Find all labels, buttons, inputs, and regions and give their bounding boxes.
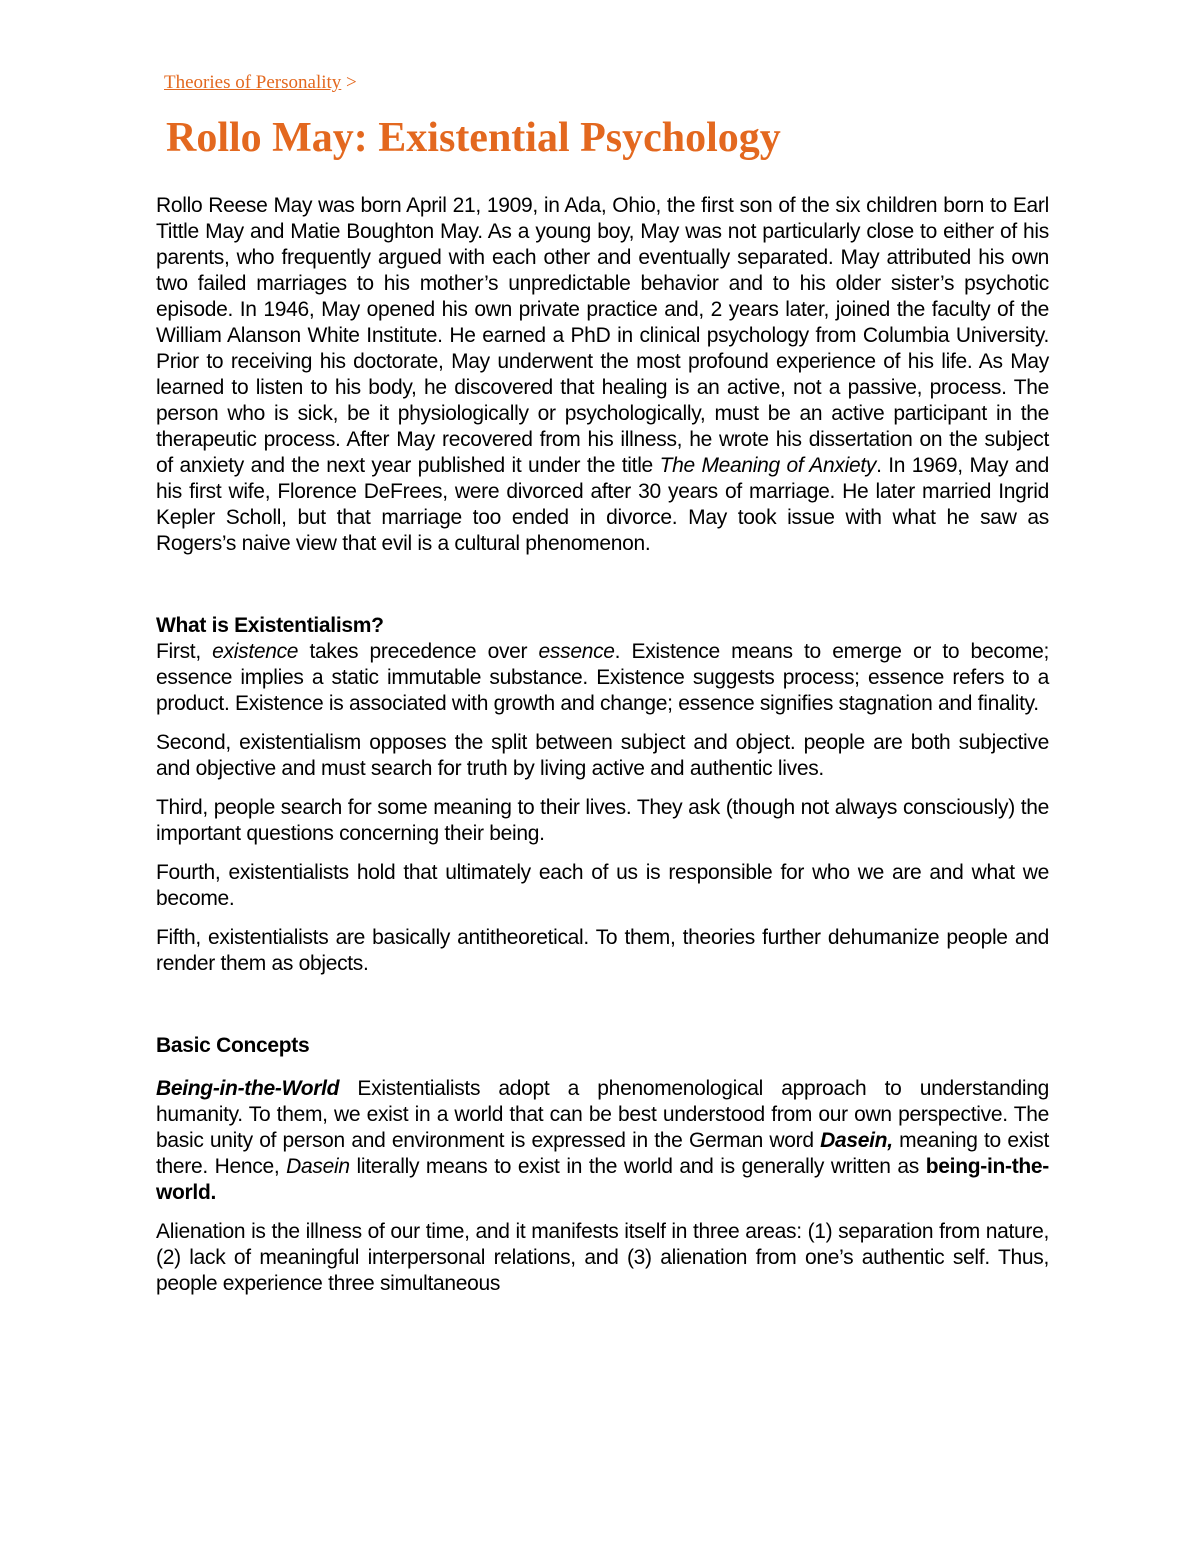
existentialism-paragraph-5: Fifth, existentialists are basically antitheoretical. To them, theories further dehumanize people and render them as objects. bbox=[156, 926, 1049, 975]
basic-concepts-p1-text-a: Existentialists adopt a phenomenological approach to understanding humanity. To them, we exist in a world that can be best understood from our own perspective. The basic unity of person and environment is expressed in the German word bbox=[156, 1077, 1049, 1152]
existentialism-p1-text-b: takes precedence over bbox=[298, 640, 539, 663]
breadcrumb-separator: > bbox=[341, 72, 357, 93]
term-existence: existence bbox=[212, 640, 299, 663]
term-being-in-the-world-bold: being-in-the-world. bbox=[156, 1155, 1049, 1204]
term-being-in-the-world: Being-in-the-World bbox=[156, 1077, 340, 1100]
intro-text-part1: Rollo Reese May was born April 21, 1909, in Ada, Ohio, the first son of the six children born to Earl Tittle May and Matie Boughton May. As a young boy, May was not particularly close to either of his parents, who frequently argued with each other and eventually separated. May attributed his own two failed marriages to his mother’s unpredictable behavior and to his older sister’s psychotic episode. In 1946, May opened his own private practice and, 2 years later, joined the faculty of the William Alanson White Institute. He earned a PhD in clinical psychology from Columbia University. Prior to receiving his doctorate, May underwent the most profound experience of his life. As May learned to listen to his body, he discovered that healing is an active, not a passive, process. The person who is sick, be it physiologically or psychologically, must be an active participant in the therapeutic process. After May recovered from his illness, he wrote his dissertation on the subject of anxiety and the next year published it under the title bbox=[156, 194, 1049, 477]
breadcrumb bbox=[164, 70, 357, 96]
section-heading-existentialism: What is Existentialism? bbox=[156, 614, 384, 637]
basic-concepts-paragraph-1 bbox=[156, 1076, 1049, 1206]
page-title: Rollo May: Existential Psychology bbox=[166, 115, 781, 161]
existentialism-p1-text-c: . Existence means to emerge or to become; essence implies a static immutable substance. Existence suggests process; essence refers to a product. Existence is associated with growth and change; essence signifies stagnation and finality. bbox=[156, 640, 1050, 715]
existentialism-paragraph-4: Fourth, existentialists hold that ultimately each of us is responsible for who we are and what we become. bbox=[156, 861, 1049, 910]
book-title: The Meaning of Anxiety bbox=[659, 454, 877, 477]
basic-concepts-p1-text-b: meaning to exist there. Hence, bbox=[156, 1129, 1049, 1178]
intro-paragraph bbox=[156, 193, 1049, 557]
term-dasein-bold: Dasein, bbox=[820, 1129, 893, 1152]
existentialism-paragraph-3: Third, people search for some meaning to their lives. They ask (though not always consciously) the important questions concerning their being. bbox=[156, 796, 1049, 845]
existentialism-p1-text-a: First, bbox=[156, 640, 213, 663]
term-essence: essence bbox=[538, 640, 615, 663]
basic-concepts-p1-text-c: literally means to exist in the world and is generally written as bbox=[349, 1155, 926, 1178]
existentialism-paragraph-1 bbox=[156, 639, 1049, 717]
intro-text-part2: . In 1969, May and his first wife, Florence DeFrees, were divorced after 30 years of marriage. He later married Ingrid Kepler Scholl, but that marriage too ended in divorce. May took issue with what he saw as Rogers’s naive view that evil is a cultural phenomenon. bbox=[156, 454, 1049, 555]
breadcrumb-link-theories-of-personality[interactable]: Theories of Personality bbox=[164, 72, 342, 93]
basic-concepts-paragraph-2: Alienation is the illness of our time, and it manifests itself in three areas: (1) separation from nature, (2) lack of meaningful interpersonal relations, and (3) alienation from one’s authentic self. Thus, people experience three simultaneous bbox=[156, 1220, 1049, 1295]
existentialism-paragraph-2: Second, existentialism opposes the split between subject and object. people are both subjective and objective and must search for truth by living active and authentic lives. bbox=[156, 731, 1049, 780]
term-dasein-italic: Dasein bbox=[286, 1155, 350, 1178]
document-body bbox=[156, 193, 1049, 1297]
section-heading-basic-concepts: Basic Concepts bbox=[156, 1034, 310, 1057]
